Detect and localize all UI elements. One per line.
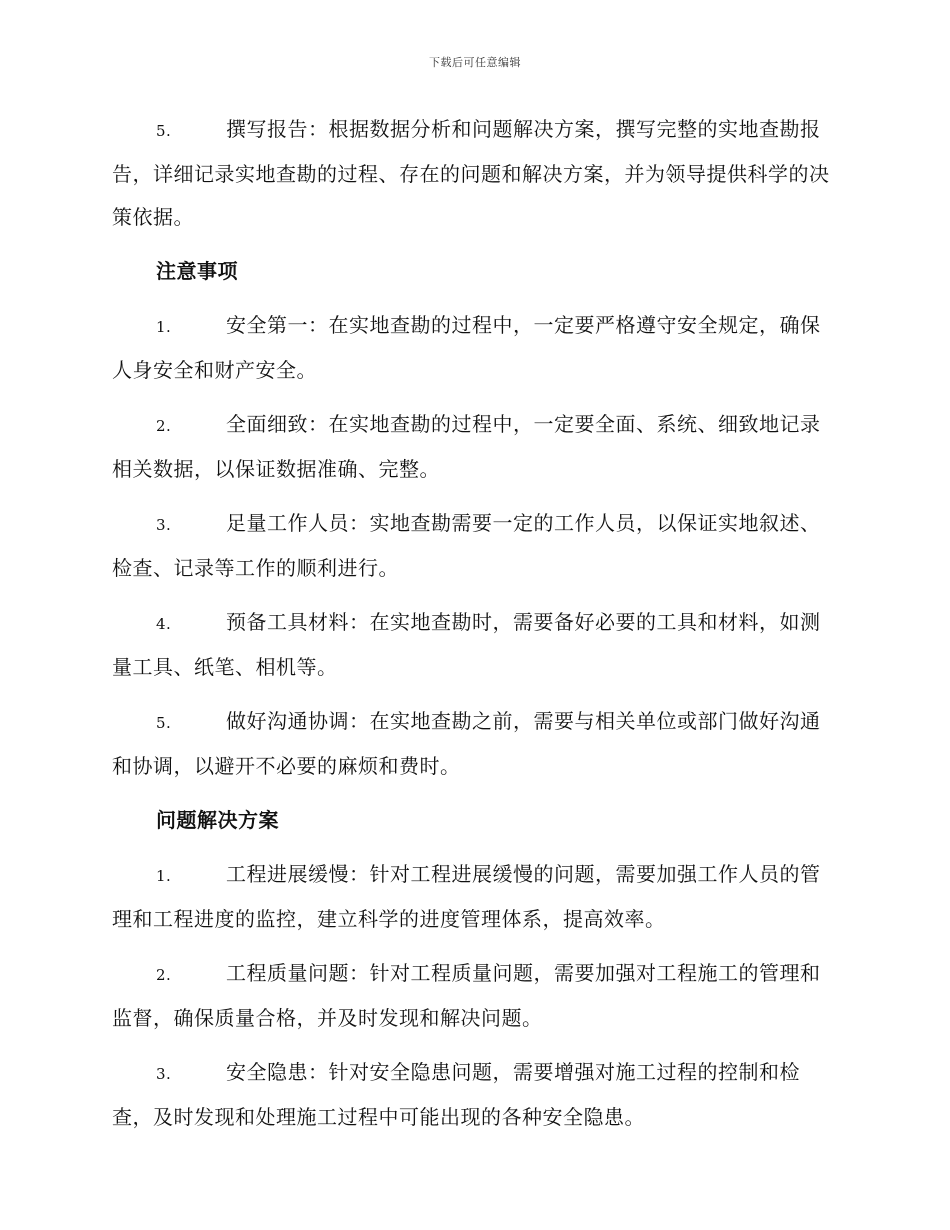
list-item <box>112 601 836 689</box>
item-text: 安全第一：在实地查勘的过程中，一定要严格遵守安全规定，确保人身安全和财产安全。 <box>112 313 821 382</box>
item-number: 2. <box>156 966 172 984</box>
section-heading: 注意事项 <box>156 259 238 283</box>
document-body <box>112 108 836 1150</box>
item-text: 安全隐患：针对安全隐患问题，需要增强对施工过程的控制和检查，及时发现和处理施工过程中可能出现的各种安全隐患。 <box>112 1060 800 1129</box>
list-item <box>112 1051 836 1139</box>
list-item <box>112 952 836 1040</box>
list-item <box>112 700 836 788</box>
list-item <box>112 304 836 392</box>
item-text: 预备工具材料：在实地查勘时，需要备好必要的工具和材料，如测量工具、纸笔、相机等。 <box>112 610 821 679</box>
page-header: 下载后可任意编辑 <box>429 56 521 69</box>
item-number: 5. <box>156 714 172 732</box>
list-item <box>112 502 836 590</box>
item-text: 足量工作人员：实地查勘需要一定的工作人员，以保证实地叙述、检查、记录等工作的顺利进行。 <box>112 511 821 580</box>
item-text: 工程质量问题：针对工程质量问题，需要加强对工程施工的管理和监督，确保质量合格，并及时发现和解决问题。 <box>112 961 821 1030</box>
item-number: 4. <box>156 615 172 633</box>
section-heading: 问题解决方案 <box>156 808 279 832</box>
item-number: 3. <box>156 516 172 534</box>
item-number: 3. <box>156 1065 172 1083</box>
item-number: 2. <box>156 417 172 435</box>
list-item <box>112 108 836 239</box>
item-number: 1. <box>156 867 172 885</box>
item-text: 做好沟通协调：在实地查勘之前，需要与相关单位或部门做好沟通和协调，以避开不必要的麻烦和费时。 <box>112 709 821 778</box>
item-number: 5. <box>156 122 172 140</box>
list-item <box>112 853 836 941</box>
item-text: 全面细致：在实地查勘的过程中，一定要全面、系统、细致地记录相关数据，以保证数据准确、完整。 <box>112 412 821 481</box>
item-number: 1. <box>156 318 172 336</box>
item-text: 撰写报告：根据数据分析和问题解决方案，撰写完整的实地查勘报告，详细记录实地查勘的过程、存在的问题和解决方案，并为领导提供科学的决策依据。 <box>112 117 830 229</box>
list-item <box>112 403 836 491</box>
item-text: 工程进展缓慢：针对工程进展缓慢的问题，需要加强工作人员的管理和工程进度的监控，建立科学的进度管理体系，提高效率。 <box>112 862 821 931</box>
